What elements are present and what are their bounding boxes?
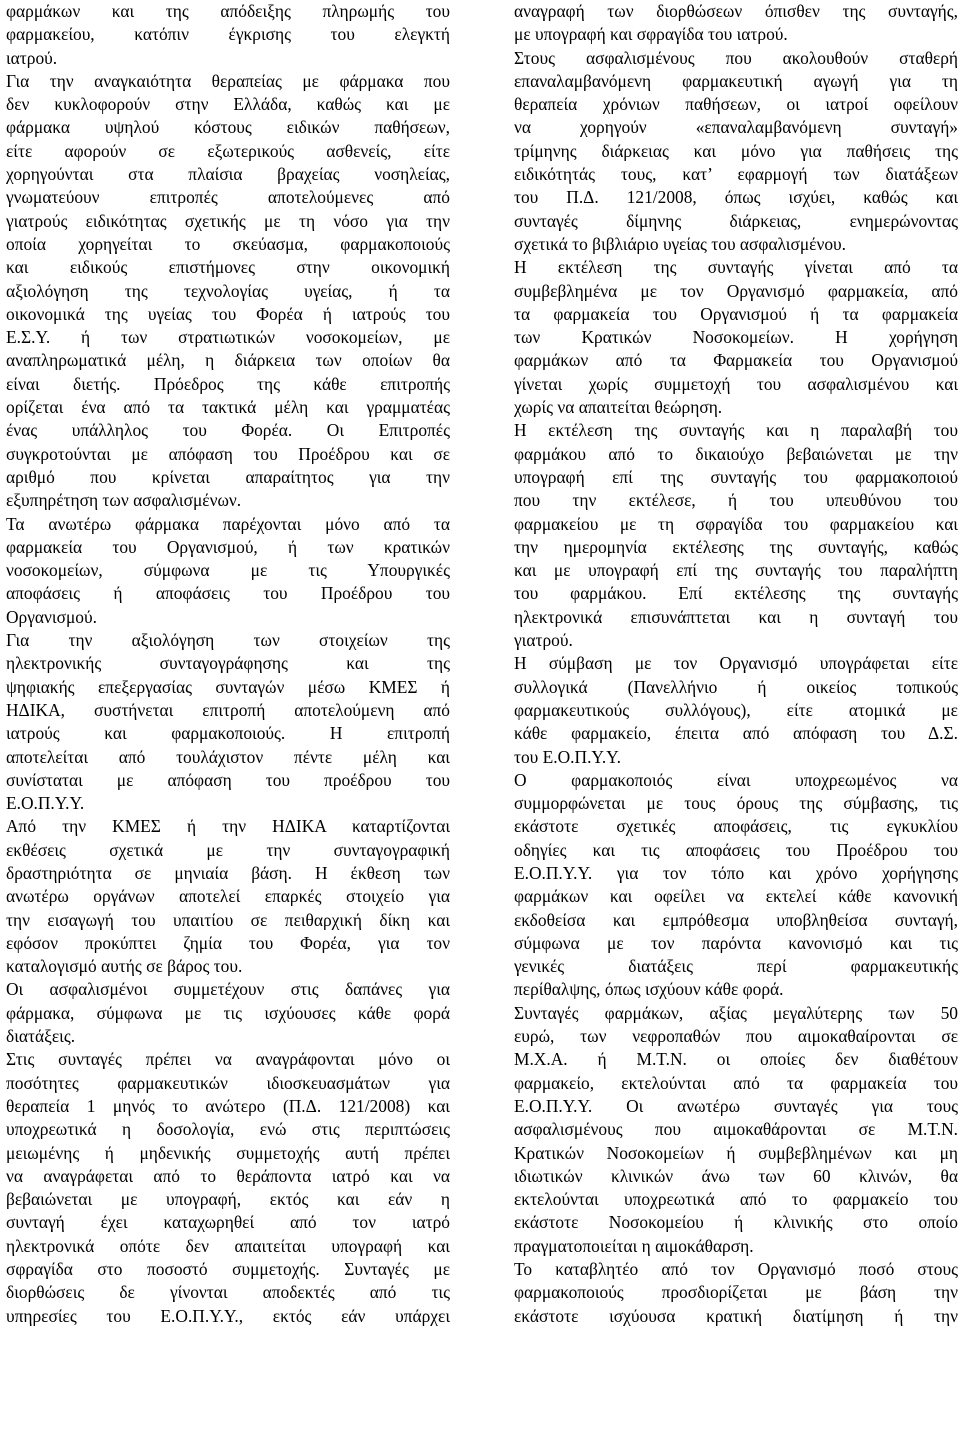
text-line: ιατρού. <box>6 47 58 68</box>
paragraph <box>6 70 450 513</box>
text-line: συνταγές δίμηνης διάρκειας, ενημερώνοντας <box>514 210 958 231</box>
text-line: και ειδικούς επιστήμονες στην οικονομική <box>6 257 450 278</box>
text-line: Η σύμβαση με τον Οργανισμό υπογράφεται είτε <box>514 653 958 674</box>
text-line: Η εκτέλεση της συνταγής γίνεται από τα <box>514 257 958 278</box>
text-line: Κρατικών Νοσοκομείων ή συμβεβλημένων και μη <box>514 1142 958 1163</box>
paragraph <box>514 1258 958 1328</box>
text-line: Στις συνταγές πρέπει να αναγράφονται μόνο οι <box>6 1049 450 1070</box>
paragraph <box>514 47 958 257</box>
text-line: υπογραφή επί της συνταγής του φαρμακοποιού <box>514 466 958 487</box>
text-line: εξυπηρέτηση των ασφαλισμένων. <box>6 490 242 511</box>
text-line: διατάξεις. <box>6 1026 76 1047</box>
paragraph <box>6 978 450 1048</box>
text-line: την ημερομηνία εκτέλεσης της συνταγής, καθώς <box>514 536 958 557</box>
text-line: φαρμάκου από το δικαιούχο βεβαιώνεται με την <box>514 443 958 464</box>
text-line: υπηρεσίες του Ε.Ο.Π.Υ.Υ., εκτός εάν υπάρχει <box>6 1305 450 1326</box>
text-line: Οι ασφαλισμένοι συμμετέχουν στις δαπάνες για <box>6 979 450 1000</box>
paragraph <box>514 652 958 768</box>
paragraph <box>514 0 958 47</box>
text-line: εφόσον προκύπτει ζημία του Φορέα, για τον <box>6 932 450 953</box>
text-line: πραγματοποιείται η αιμοκάθαρση. <box>514 1235 754 1256</box>
text-line: αναγραφή των διορθώσεων όπισθεν της συνταγής, <box>514 1 958 21</box>
text-line: εκδοθείσα και εμπρόθεσμα υποβληθείσα συνταγή, <box>514 909 958 930</box>
text-line: φαρμάκων από τα Φαρμακεία του Οργανισμού <box>514 350 958 371</box>
text-line: είναι διετής. Πρόεδρος της κάθε επιτροπής <box>6 373 450 394</box>
paragraph <box>6 513 450 629</box>
text-line: αριθμό που κρίνεται απαραίτητος για την <box>6 466 450 487</box>
paragraph <box>6 0 450 70</box>
text-line: ειδικότητάς τους, κατ’ εφαρμογή των διατάξεων <box>514 164 958 185</box>
text-line: γιατρούς ειδικότητας σχετικής με τη νόσο για την <box>6 210 450 231</box>
text-line: ιατρούς και φαρμακοποιούς. Η επιτροπή <box>6 723 450 744</box>
text-line: Μ.Χ.Α. ή Μ.Τ.Ν. οι οποίες δεν διαθέτουν <box>514 1049 958 1070</box>
text-line: να αναγράφεται από το θεράποντα ιατρό και να <box>6 1165 450 1186</box>
text-line: φαρμακεία του Οργανισμού, ή των κρατικών <box>6 536 450 557</box>
text-line: νοσοκομείων, σύμφωνα με τις Υπουργικές <box>6 560 450 581</box>
text-line: οικονομικά της υγείας του Φορέα ή ιατρούς του <box>6 303 450 324</box>
text-line: Για την αναγκαιότητα θεραπείας με φάρμακα που <box>6 70 450 91</box>
text-line: συλλογικά (Πανελλήνιο ή οικείος τοπικούς <box>514 676 958 697</box>
text-line: Το καταβλητέο από τον Οργανισμό ποσό στους <box>514 1259 958 1280</box>
text-line: φαρμακευτικούς συλλόγους), είτε ατομικά με <box>514 699 958 720</box>
text-line: Η εκτέλεση της συνταγής και η παραλαβή του <box>514 420 958 441</box>
text-line: Συνταγές φαρμάκων, αξίας μεγαλύτερης των 50 <box>514 1002 958 1023</box>
text-line: είτε αφορούν σε εξωτερικούς ασθενείς, είτε <box>6 140 450 161</box>
paragraph <box>6 815 450 978</box>
paragraph <box>6 629 450 815</box>
right-text-column <box>514 0 958 1328</box>
text-line: ποσότητες φαρμακευτικών ιδιοσκευασμάτων για <box>6 1072 450 1093</box>
text-line: αναπληρωματικά μέλη, η διάρκεια των οποίων θα <box>6 350 450 371</box>
text-line: ηλεκτρονικά επισυνάπτεται και η συνταγή του <box>514 606 958 627</box>
text-line: αξιολόγηση της τεχνολογίας υγείας, ή τα <box>6 280 450 301</box>
text-line: με υπογραφή και σφραγίδα του ιατρού. <box>514 24 788 45</box>
text-line: φαρμάκων και της απόδειξης πληρωμής του <box>6 1 450 21</box>
text-line: ασφαλισμένους που αιμοκαθάρονται σε Μ.Τ.Ν. <box>514 1119 958 1140</box>
text-line: του Π.Δ. 121/2008, όπως ισχύει, καθώς και <box>514 187 958 208</box>
text-line: οδηγίες και τις αποφάσεις του Προέδρου του <box>514 839 958 860</box>
text-line: κάθε φαρμακείο, έπειτα από απόφαση του Δ.Σ. <box>514 723 958 744</box>
text-line: θεραπεία χρόνιων παθήσεων, οι ιατροί οφείλουν <box>514 94 958 115</box>
text-line: επαναλαμβανόμενη φαρμακευτική αγωγή για τη <box>514 70 958 91</box>
text-line: σφραγίδα στο ποσοστό συμμετοχής. Συνταγές με <box>6 1259 450 1280</box>
text-line: του Ε.Ο.Π.Υ.Υ. <box>514 746 621 767</box>
text-line: εκάστοτε σχετικές αποφάσεις, τις εγκυκλίου <box>514 816 958 837</box>
text-line: την εισαγωγή του υπαιτίου σε πειθαρχική δίκη και <box>6 909 450 930</box>
text-line: μειωμένης ή μηδενικής συμμετοχής αυτή πρέπει <box>6 1142 450 1163</box>
text-line: διορθώσεις δε γίνονται αποδεκτές από τις <box>6 1282 450 1303</box>
text-line: φαρμακοποιούς προσδιορίζεται με βάση την <box>514 1282 958 1303</box>
text-line: φαρμακείου, κατόπιν έγκρισης του ελεγκτή <box>6 24 450 45</box>
text-line: θεραπεία 1 μηνός το ανώτερο (Π.Δ. 121/2008) και <box>6 1095 450 1116</box>
text-line: εκτελούνται υποχρεωτικά από το φαρμακείο του <box>514 1189 958 1210</box>
text-line: Ε.Σ.Υ. ή των στρατιωτικών νοσοκομείων, με <box>6 327 450 348</box>
text-line: υποχρεωτικά η δοσολογία, ενώ στις περιπτώσεις <box>6 1119 450 1140</box>
text-line: συγκροτούνται με απόφαση του Προέδρου και σε <box>6 443 450 464</box>
text-line: γνωματεύουν επιτροπές αποτελούμενες από <box>6 187 450 208</box>
text-line: σύμφωνα με τον παρόντα κανονισμό και τις <box>514 932 958 953</box>
text-line: χωρίς να απαιτείται θεώρηση. <box>514 397 723 418</box>
text-line: δραστηριότητα σε μηνιαία βάση. Η έκθεση των <box>6 862 450 883</box>
text-line: δεν κυκλοφορούν στην Ελλάδα, καθώς και με <box>6 94 450 115</box>
text-line: σχετικά το βιβλιάριο υγείας του ασφαλισμένου. <box>514 233 846 254</box>
text-line: εκάστοτε Νοσοκομείου ή κλινικής στο οποίο <box>514 1212 958 1233</box>
text-line: οποία χορηγείται το σκεύασμα, φαρμακοποιούς <box>6 233 450 254</box>
text-line: συμβεβλημένα με τον Οργανισμό φαρμακεία, από <box>514 280 958 301</box>
text-line: ηλεκτρονικά οπότε δεν απαιτείται υπογραφή και <box>6 1235 450 1256</box>
text-line: φαρμακείο, εκτελούνται από τα φαρμακεία του <box>514 1072 958 1093</box>
text-line: φάρμακα, σύμφωνα με τις ισχύουσες κάθε φορά <box>6 1002 450 1023</box>
text-line: αποφάσεις ή αποφάσεις του Προέδρου του <box>6 583 450 604</box>
text-line: εκθέσεις σχετικά με την συνταγογραφική <box>6 839 450 860</box>
text-line: να χορηγούν «επαναλαμβανόμενη συνταγή» <box>514 117 958 138</box>
text-line: Ε.Ο.Π.Υ.Υ. <box>6 793 85 814</box>
text-line: φαρμακείου με τη σφραγίδα του φαρμακείου και <box>514 513 958 534</box>
text-line: γιατρού. <box>514 630 573 651</box>
text-line: συνταγή έχει καταχωρηθεί από τον ιατρό <box>6 1212 450 1233</box>
text-line: γίνεται χωρίς συμμετοχή του ασφαλισμένου και <box>514 373 958 394</box>
text-line: ένας υπάλληλος του Φορέα. Οι Επιτροπές <box>6 420 450 441</box>
text-line: αποτελείται από τουλάχιστον πέντε μέλη και <box>6 746 450 767</box>
text-line: ευρώ, των νεφροπαθών που αιμοκαθαίρονται σε <box>514 1026 958 1047</box>
text-line: περίθαλψης, όπως ισχύουν κάθε φορά. <box>514 979 784 1000</box>
text-line: Στους ασφαλισμένους που ακολουθούν σταθερή <box>514 47 958 68</box>
text-line: ανωτέρω οργάνων αποτελεί επαρκές στοιχείο για <box>6 886 450 907</box>
text-line: χορηγούνται στα πλαίσια βραχείας νοσηλείας, <box>6 164 450 185</box>
text-line: ορίζεται ένα από τα τακτικά μέλη και γραμματέας <box>6 397 450 418</box>
text-line: ψηφιακής επεξεργασίας συνταγών μέσω ΚΜΕΣ ή <box>6 676 450 697</box>
text-line: τρίμηνης διάρκειας και μόνο για παθήσεις της <box>514 140 958 161</box>
text-line: των Κρατικών Νοσοκομείων. Η χορήγηση <box>514 327 958 348</box>
text-line: Από την ΚΜΕΣ ή την ΗΔΙΚΑ καταρτίζονται <box>6 816 450 837</box>
text-line: και με υπογραφή επί της συνταγής του παραλήπτη <box>514 560 958 581</box>
paragraph <box>514 1002 958 1258</box>
text-line: που την εκτέλεσε, ή του υπευθύνου του <box>514 490 958 511</box>
text-line: Για την αξιολόγηση των στοιχείων της <box>6 630 450 651</box>
paragraph <box>514 256 958 419</box>
text-line: του φαρμάκου. Επί εκτέλεσης της συνταγής <box>514 583 958 604</box>
left-text-column <box>6 0 450 1328</box>
text-line: καταλογισμό αυτής σε βάρος του. <box>6 956 243 977</box>
text-line: φάρμακα υψηλού κόστους ειδικών παθήσεων, <box>6 117 450 138</box>
text-line: γενικές διατάξεις περί φαρμακευτικής <box>514 956 958 977</box>
text-line: βεβαιώνεται με υπογραφή, εκτός και εάν η <box>6 1189 450 1210</box>
text-line: ΗΔΙΚΑ, συστήνεται επιτροπή αποτελούμενη από <box>6 699 450 720</box>
paragraph <box>6 1048 450 1328</box>
text-line: φαρμάκων και οφείλει να εκτελεί κάθε κανονική <box>514 886 958 907</box>
text-line: ηλεκτρονικής συνταγογράφησης και της <box>6 653 450 674</box>
text-line: εκάστοτε ισχύουσα κρατική διατίμηση ή την <box>514 1305 958 1326</box>
text-line: Ε.Ο.Π.Υ.Υ. Οι ανωτέρω συνταγές για τους <box>514 1095 958 1116</box>
text-line: ιδιωτικών κλινικών άνω των 60 κλινών, θα <box>514 1165 958 1186</box>
paragraph <box>514 419 958 652</box>
text-line: Ο φαρμακοποιός είναι υποχρεωμένος να <box>514 769 958 790</box>
text-line: τα φαρμακεία του Οργανισμού ή τα φαρμακεία <box>514 303 958 324</box>
paragraph <box>514 769 958 1002</box>
text-line: συμμορφώνεται με τους όρους της σύμβασης, τις <box>514 793 958 814</box>
text-line: συνίσταται με απόφαση του προέδρου του <box>6 769 450 790</box>
text-line: Τα ανωτέρω φάρμακα παρέχονται μόνο από τα <box>6 513 450 534</box>
text-line: Οργανισμού. <box>6 606 97 627</box>
text-line: Ε.Ο.Π.Υ.Υ. για τον τόπο και χρόνο χορήγησης <box>514 862 958 883</box>
